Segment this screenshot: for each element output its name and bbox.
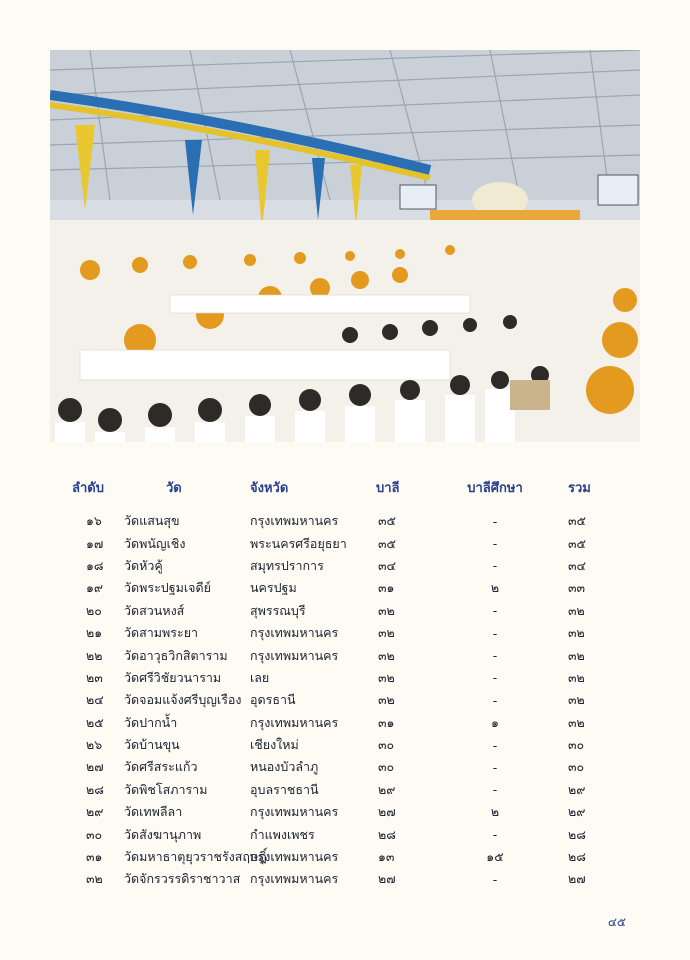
- cell-pali: ๓๒: [378, 602, 395, 618]
- cell-temple: วัดจอมแจ้งศรีบุญเรือง: [124, 692, 242, 708]
- cell-palisuksa: ๒: [490, 580, 500, 596]
- cell-palisuksa: -: [492, 827, 498, 843]
- cell-no: ๒๔: [86, 692, 104, 708]
- table-row: [72, 510, 612, 532]
- cell-province: อุบลราชธานี: [250, 781, 319, 797]
- cell-no: ๑๘: [86, 557, 104, 573]
- table-header-row: [72, 476, 612, 510]
- cell-total: ๓๓: [568, 580, 586, 596]
- cell-pali: ๓๑: [378, 714, 395, 730]
- cell-province: อุดรธานี: [250, 692, 296, 708]
- cell-palisuksa: -: [492, 625, 498, 641]
- cell-total: ๓๕: [568, 535, 587, 551]
- cell-temple: วัดศรีสระแก้ว: [124, 759, 198, 775]
- header-total: รวม: [568, 480, 591, 496]
- cell-palisuksa: -: [492, 558, 498, 574]
- cell-total: ๓๒: [568, 714, 585, 730]
- cell-palisuksa: -: [492, 648, 498, 664]
- cell-total: ๓๐: [568, 737, 585, 753]
- header-province: จังหวัด: [250, 480, 289, 496]
- cell-pali: ๓๐: [378, 737, 395, 753]
- cell-pali: ๒๘: [378, 826, 396, 842]
- cell-total: ๒๙: [568, 804, 586, 820]
- cell-province: กรุงเทพมหานคร: [250, 804, 339, 820]
- cell-temple: วัดบ้านขุน: [124, 737, 180, 753]
- cell-no: ๒๘: [86, 781, 104, 797]
- header-no: ลำดับ: [72, 480, 104, 496]
- cell-no: ๒๕: [86, 714, 104, 730]
- table-row: [72, 779, 612, 801]
- cell-temple: วัดสวนหงส์: [124, 602, 185, 618]
- ranking-table: [72, 476, 612, 891]
- cell-palisuksa: -: [492, 670, 498, 686]
- table-row: [72, 801, 612, 823]
- cell-total: ๓๒: [568, 602, 585, 618]
- header-temple: วัด: [166, 480, 182, 496]
- cell-province: กรุงเทพมหานคร: [250, 625, 339, 641]
- table-row: [72, 712, 612, 734]
- cell-total: ๒๙: [568, 781, 586, 797]
- cell-temple: วัดปากน้ำ: [124, 714, 178, 730]
- cell-no: ๓๒: [86, 871, 103, 887]
- cell-palisuksa: -: [492, 871, 498, 887]
- cell-no: ๒๐: [86, 602, 102, 618]
- table-body: [72, 510, 612, 891]
- cell-no: ๒๑: [86, 625, 103, 641]
- cell-no: ๒๖: [86, 737, 103, 753]
- cell-temple: วัดจักรวรรดิราชาวาส: [124, 871, 241, 887]
- cell-palisuksa: ๑: [491, 714, 499, 730]
- page-number: ๔๕: [607, 915, 626, 929]
- table-row: [72, 577, 612, 599]
- cell-total: ๓๐: [568, 759, 585, 775]
- cell-total: ๓๒: [568, 647, 585, 663]
- cell-pali: ๓๒: [378, 647, 395, 663]
- hall-illustration: [50, 50, 640, 442]
- table-row: [72, 756, 612, 778]
- cell-temple: วัดอาวุธวิกสิตาราม: [124, 647, 228, 663]
- cell-total: ๓๔: [568, 557, 587, 573]
- cell-temple: วัดพนัญเชิง: [124, 535, 186, 551]
- cell-province: เลย: [250, 669, 270, 685]
- cell-total: ๒๘: [568, 826, 586, 842]
- temple-table: [72, 476, 612, 891]
- table-row: [72, 644, 612, 666]
- cell-province: พระนครศรีอยุธยา: [250, 535, 347, 551]
- table-row: [72, 600, 612, 622]
- cell-total: ๒๘: [568, 849, 586, 865]
- cell-pali: ๓๑: [378, 580, 395, 596]
- cell-temple: วัดสังฆานุภาพ: [124, 826, 202, 842]
- cell-palisuksa: -: [492, 737, 498, 753]
- cell-no: ๒๓: [86, 669, 103, 685]
- cell-temple: วัดพระปฐมเจดีย์: [124, 580, 211, 596]
- temple-hall-photo: [50, 50, 640, 442]
- cell-province: กรุงเทพมหานคร: [250, 849, 339, 865]
- cell-pali: ๒๗: [378, 871, 396, 887]
- cell-temple: วัดเทพลีลา: [124, 804, 183, 820]
- cell-province: นครปฐม: [250, 580, 297, 596]
- cell-pali: ๑๓: [378, 849, 395, 865]
- cell-no: ๑๗: [86, 535, 104, 551]
- cell-palisuksa: -: [492, 692, 498, 708]
- cell-no: ๒๙: [86, 804, 104, 820]
- cell-palisuksa: -: [492, 759, 498, 775]
- cell-pali: ๓๔: [378, 557, 397, 573]
- table-row: [72, 823, 612, 845]
- cell-palisuksa: ๑๕: [486, 849, 504, 865]
- cell-province: กรุงเทพมหานคร: [250, 871, 339, 887]
- cell-palisuksa: ๒: [490, 804, 500, 820]
- cell-province: หนองบัวลำภู: [250, 759, 319, 775]
- cell-province: สุพรรณบุรี: [250, 602, 306, 618]
- cell-pali: ๓๕: [378, 535, 397, 551]
- header-pali: บาลี: [376, 480, 400, 496]
- table-row: [72, 622, 612, 644]
- table-row: [72, 689, 612, 711]
- cell-no: ๓๑: [86, 849, 103, 865]
- cell-temple: วัดหัวคู้: [124, 557, 163, 573]
- cell-pali: ๓๒: [378, 625, 395, 641]
- cell-palisuksa: -: [492, 782, 498, 798]
- table-row: [72, 846, 612, 868]
- cell-province: กำแพงเพชร: [250, 826, 315, 842]
- cell-pali: ๓๒: [378, 669, 395, 685]
- header-palisuksa: บาลีศึกษา: [467, 480, 523, 496]
- cell-province: สมุทรปราการ: [250, 557, 324, 573]
- cell-total: ๓๕: [568, 513, 587, 529]
- cell-total: ๒๗: [568, 871, 586, 887]
- table-row: [72, 667, 612, 689]
- table-row: [72, 734, 612, 756]
- cell-pali: ๒๙: [378, 781, 396, 797]
- table-row: [72, 868, 612, 890]
- cell-pali: ๒๗: [378, 804, 396, 820]
- table-row: [72, 555, 612, 577]
- table-row: [72, 532, 612, 554]
- cell-province: กรุงเทพมหานคร: [250, 714, 339, 730]
- cell-total: ๓๒: [568, 692, 585, 708]
- cell-province: กรุงเทพมหานคร: [250, 647, 339, 663]
- cell-pali: ๓๒: [378, 692, 395, 708]
- cell-pali: ๓๐: [378, 759, 395, 775]
- cell-no: ๒๗: [86, 759, 104, 775]
- cell-temple: วัดพิชโสภาราม: [124, 781, 208, 797]
- cell-total: ๓๒: [568, 669, 585, 685]
- cell-province: กรุงเทพมหานคร: [250, 513, 339, 529]
- cell-temple: วัดสามพระยา: [124, 625, 199, 641]
- cell-palisuksa: -: [492, 603, 498, 619]
- cell-palisuksa: -: [492, 513, 498, 529]
- cell-no: ๑๖: [86, 513, 102, 529]
- cell-temple: วัดมหาธาตุยุวราชรังสฤษฎิ์: [124, 849, 267, 865]
- cell-temple: วัดศรีวิชัยวนาราม: [124, 669, 222, 685]
- cell-pali: ๓๕: [378, 513, 397, 529]
- cell-total: ๓๒: [568, 625, 585, 641]
- cell-palisuksa: -: [492, 536, 498, 552]
- cell-province: เชียงใหม่: [250, 737, 299, 753]
- cell-temple: วัดแสนสุข: [124, 513, 180, 529]
- cell-no: ๒๒: [86, 647, 103, 663]
- cell-no: ๑๙: [86, 580, 104, 596]
- cell-no: ๓๐: [86, 826, 103, 842]
